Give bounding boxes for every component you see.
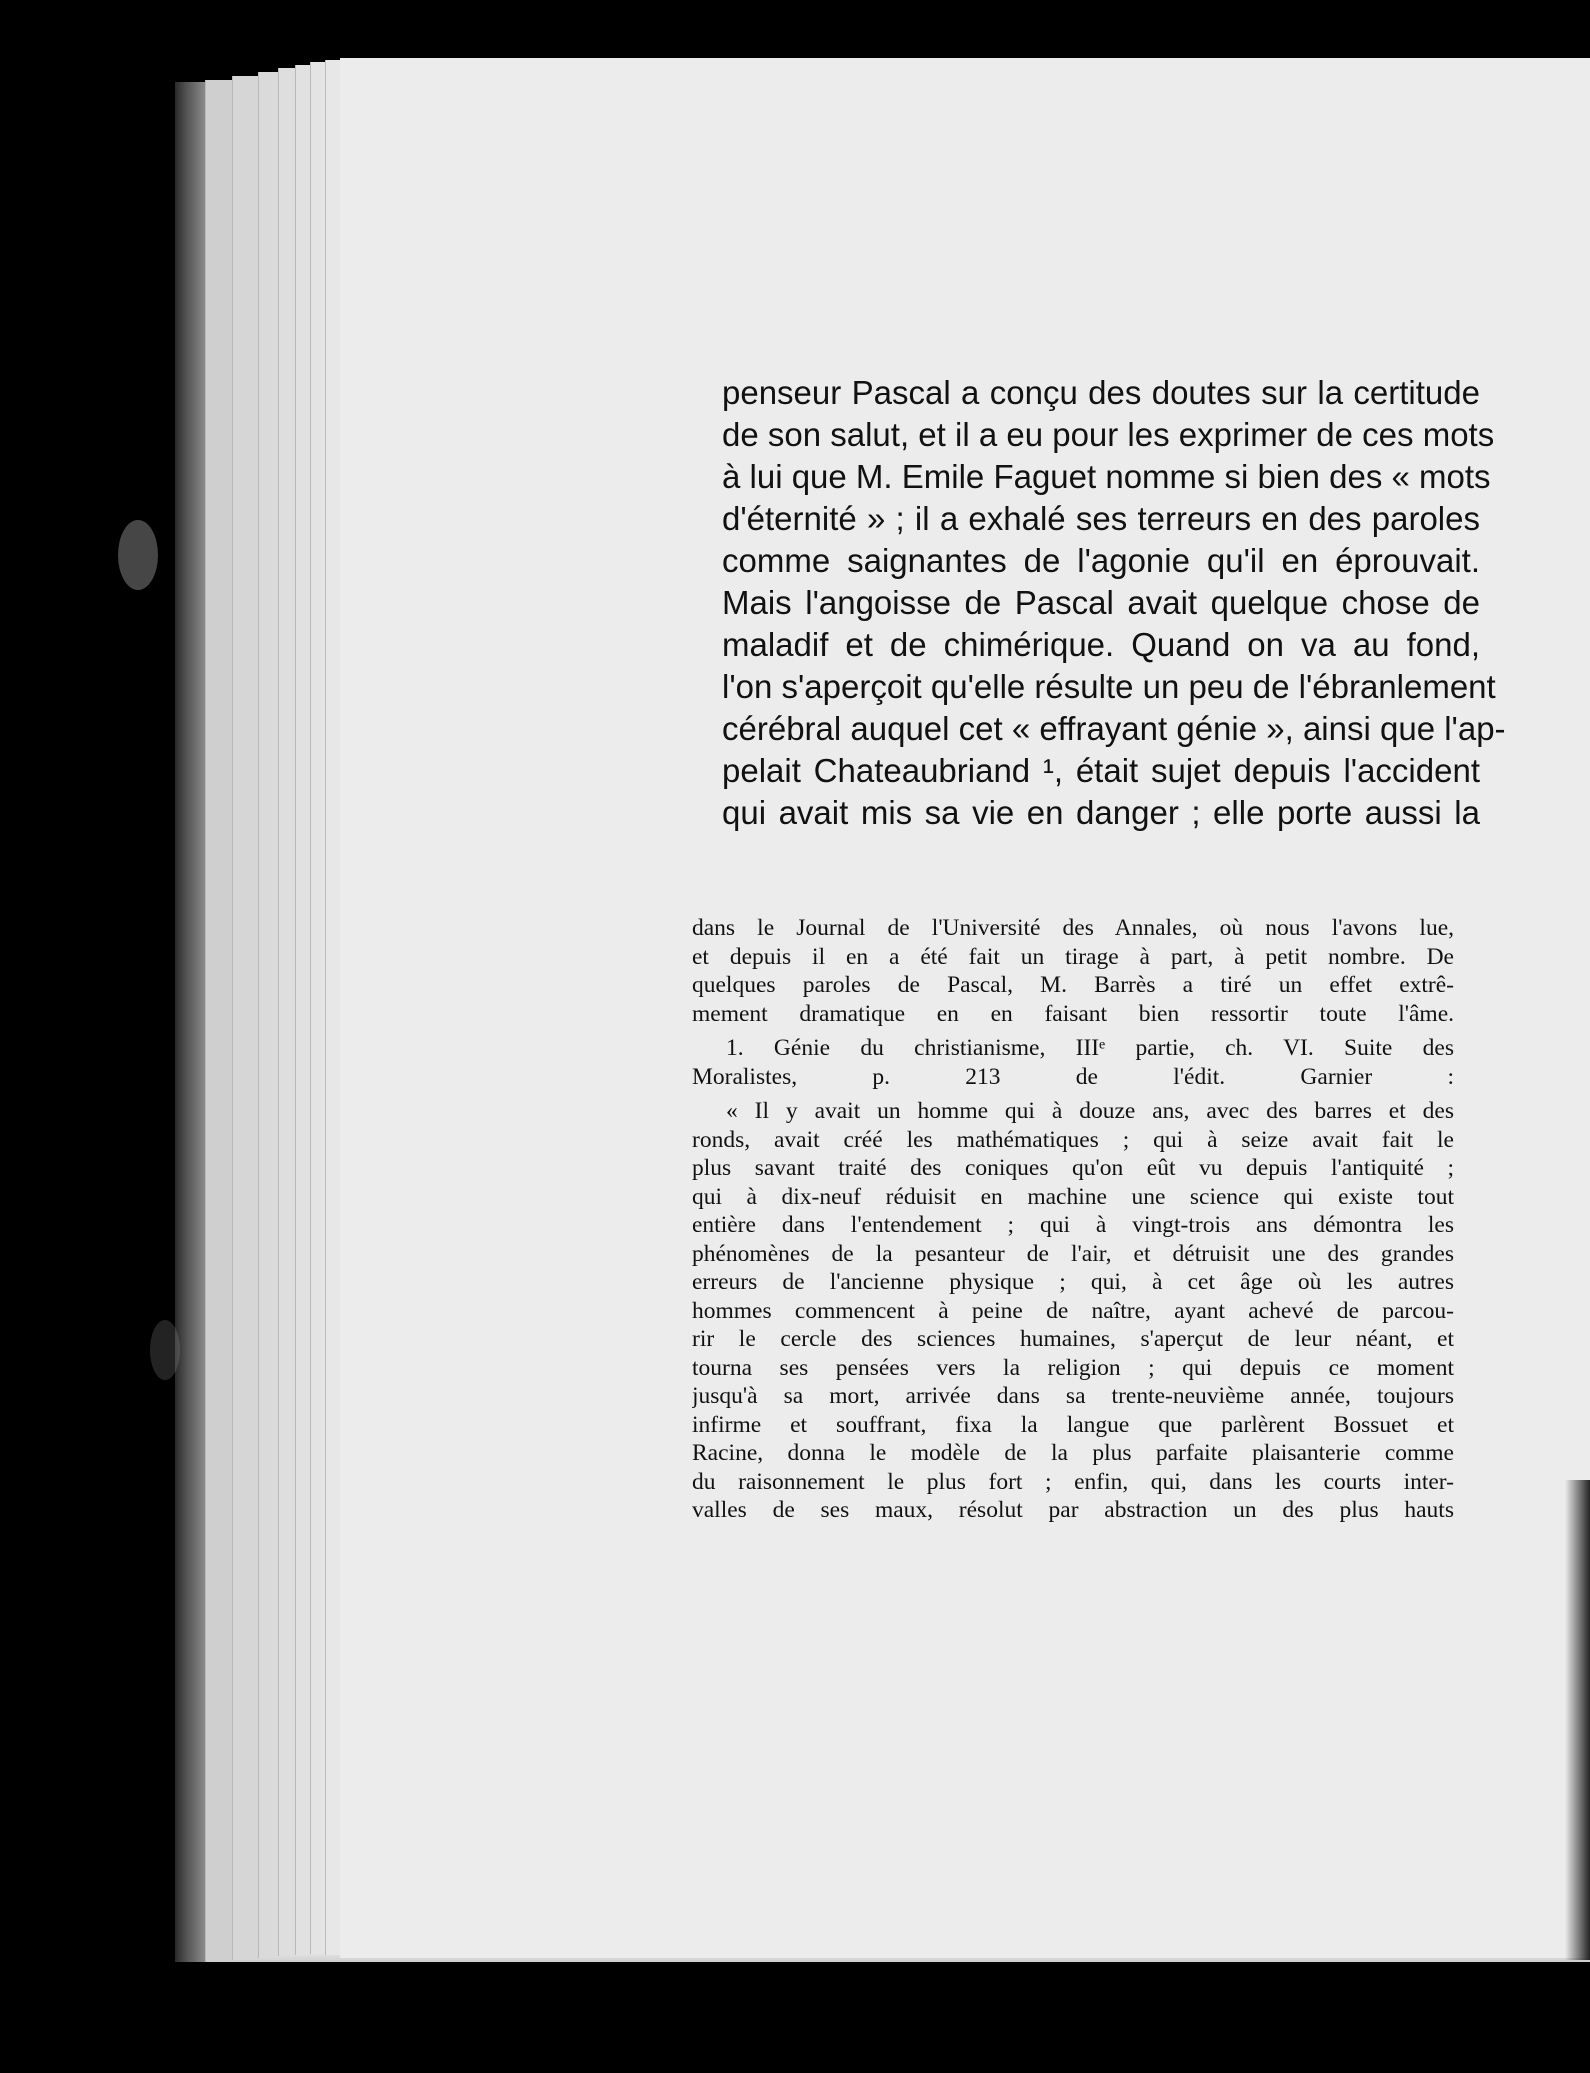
footnote-line: jusqu'à sa mort, arrivée dans sa trente-neuvième année, toujours [692, 1383, 1454, 1409]
footnote-line: qui à dix-neuf réduisit en machine une science qui existe tout [692, 1183, 1454, 1210]
footnote-line: entière dans l'entendement ; qui à vingt-trois ans démontra les [692, 1212, 1454, 1238]
footnote-line: tourna ses pensées vers la religion ; qui depuis ce moment [692, 1354, 1454, 1381]
scan-smudge [150, 1320, 180, 1380]
footnotes [692, 914, 1454, 1525]
body-line: d'éternité » ; il a exhalé ses terreurs en des paroles [722, 500, 1480, 537]
scan-smudge [118, 520, 158, 590]
footnote-line: erreurs de l'ancienne physique ; qui, à cet âge où les autres [692, 1269, 1454, 1295]
footnote-line: plus savant traité des coniques qu'on eût vu depuis l'antiquité ; [692, 1155, 1454, 1181]
body-line: à lui que M. Emile Faguet nomme si bien des « mots [722, 458, 1491, 495]
footnote-line: rir le cercle des sciences humaines, s'aperçut de leur néant, et [692, 1326, 1454, 1352]
footnote-line: « Il y avait un homme qui à douze ans, avec des barres et des [726, 1098, 1454, 1124]
body-line: Mais l'angoisse de Pascal avait quelque chose de [722, 584, 1480, 621]
page-curl-shadow [1565, 1480, 1590, 1960]
body-line: maladif et de chimérique. Quand on va au fond, [722, 626, 1480, 663]
body-line: penseur Pascal a conçu des doutes sur la certitude [722, 374, 1480, 411]
body-line: cérébral auquel cet « effrayant génie », ainsi que l'ap- [722, 710, 1506, 747]
footnote-line: et depuis il en a été fait un tirage à part, à petit nombre. De [692, 943, 1454, 970]
footnote-line: dans le Journal de l'Université des Annales, où nous l'avons lue, [692, 915, 1454, 941]
body-line: qui avait mis sa vie en danger ; elle porte aussi la [722, 794, 1480, 831]
footnote-line: Moralistes, p. 213 de l'édit. Garnier : [692, 1063, 1454, 1090]
footnote-line: Racine, donna le modèle de la plus parfaite plaisanterie comme [692, 1440, 1454, 1466]
footnote-line: hommes commencent à peine de naître, ayant achevé de parcou- [692, 1297, 1454, 1324]
footnote-line: quelques paroles de Pascal, M. Barrès a tiré un effet extrê- [692, 972, 1454, 998]
book-spine-shadow [175, 82, 205, 1962]
body-line: comme saignantes de l'agonie qu'il en éprouvait. [722, 542, 1480, 579]
body-line: l'on s'aperçoit qu'elle résulte un peu de l'ébranlement [722, 668, 1496, 705]
footnote-line: infirme et souffrant, fixa la langue que parlèrent Bossuet et [692, 1411, 1454, 1438]
body-line: pelait Chateaubriand ¹, était sujet depuis l'accident [722, 752, 1480, 789]
footnote-line: valles de ses maux, résolut par abstraction un des plus hauts [692, 1497, 1454, 1523]
body-text [722, 372, 1506, 834]
footnote-line: du raisonnement le plus fort ; enfin, qui, dans les courts inter- [692, 1468, 1454, 1495]
footnote-line: ronds, avait créé les mathématiques ; qui à seize avait fait le [692, 1126, 1454, 1153]
footnote-line: 1. Génie du christianisme, IIIᵉ partie, ch. VI. Suite des [726, 1035, 1454, 1061]
footnote-line: phénomènes de la pesanteur de l'air, et détruisit une des grandes [692, 1240, 1454, 1267]
body-line: de son salut, et il a eu pour les exprimer de ces mots [722, 416, 1495, 453]
footnote-line: mement dramatique en en faisant bien ressortir toute l'âme. [692, 1000, 1454, 1027]
